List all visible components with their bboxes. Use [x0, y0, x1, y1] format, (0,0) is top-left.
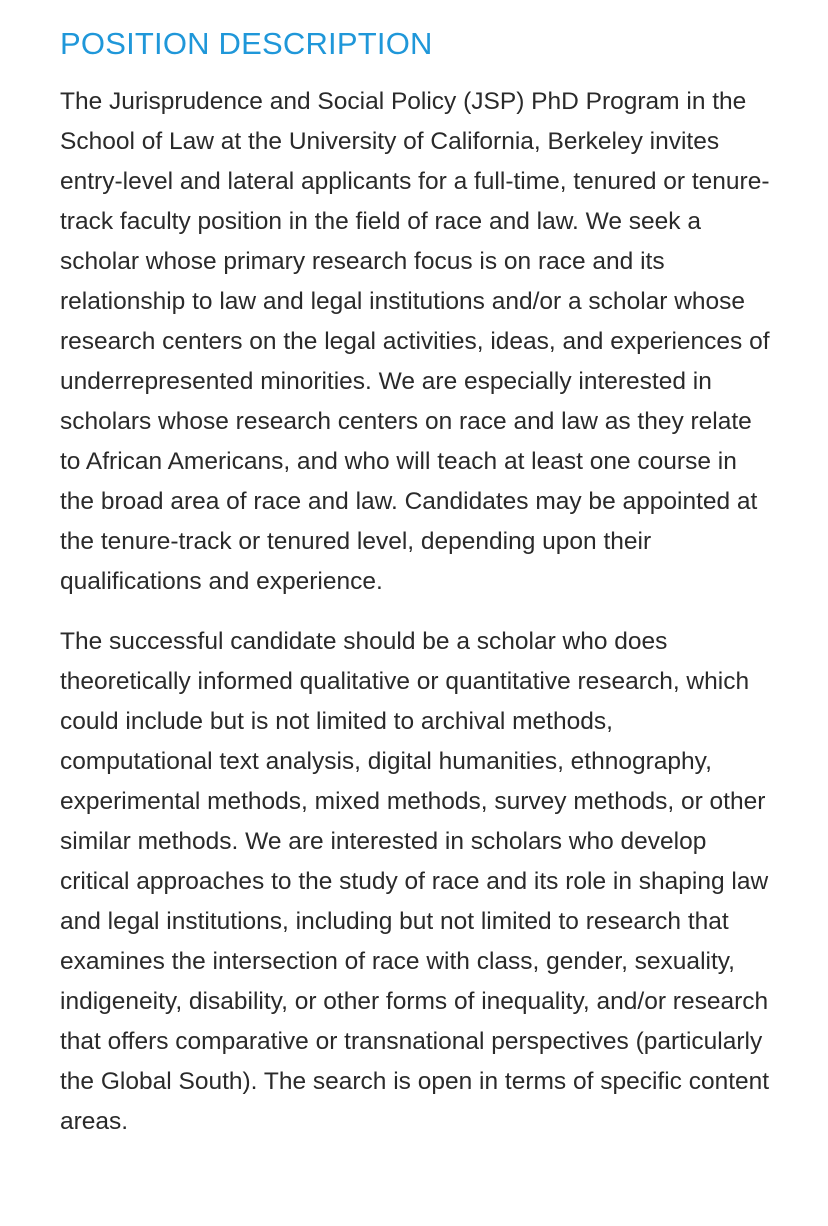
- description-paragraph-2: The successful candidate should be a scholar who does theoretically informed qualitative or quantitative research, which could include but is not limited to archival methods, computational text analysis, digital humanities, ethnography, experimental methods, mixed methods, survey methods, or other similar methods. We are interested in scholars who develop critical approaches to the study of race and its role in shaping law and legal institutions, including but not limited to research that examines the intersection of race with class, gender, sexuality, indigeneity, disability, or other forms of inequality, and/or research that offers comparative or transnational perspectives (particularly the Global South). The search is open in terms of specific content areas.: [60, 628, 770, 1135]
- position-description-section: [60, 22, 772, 1142]
- description-paragraph-1: The Jurisprudence and Social Policy (JSP) PhD Program in the School of Law at the University of California, Berkeley invites entry-level and lateral applicants for a full-time, tenured or tenure-track faculty position in the field of race and law. We seek a scholar whose primary research focus is on race and its relationship to law and legal institutions and/or a scholar whose research centers on the legal activities, ideas, and experiences of underrepresented minorities. We are especially interested in scholars whose research centers on race and law as they relate to African Americans, and who will teach at least one course in the broad area of race and law. Candidates may be appointed at the tenure-track or tenured level, depending upon their qualifications and experience.: [60, 88, 770, 595]
- section-title: POSITION DESCRIPTION: [60, 26, 433, 61]
